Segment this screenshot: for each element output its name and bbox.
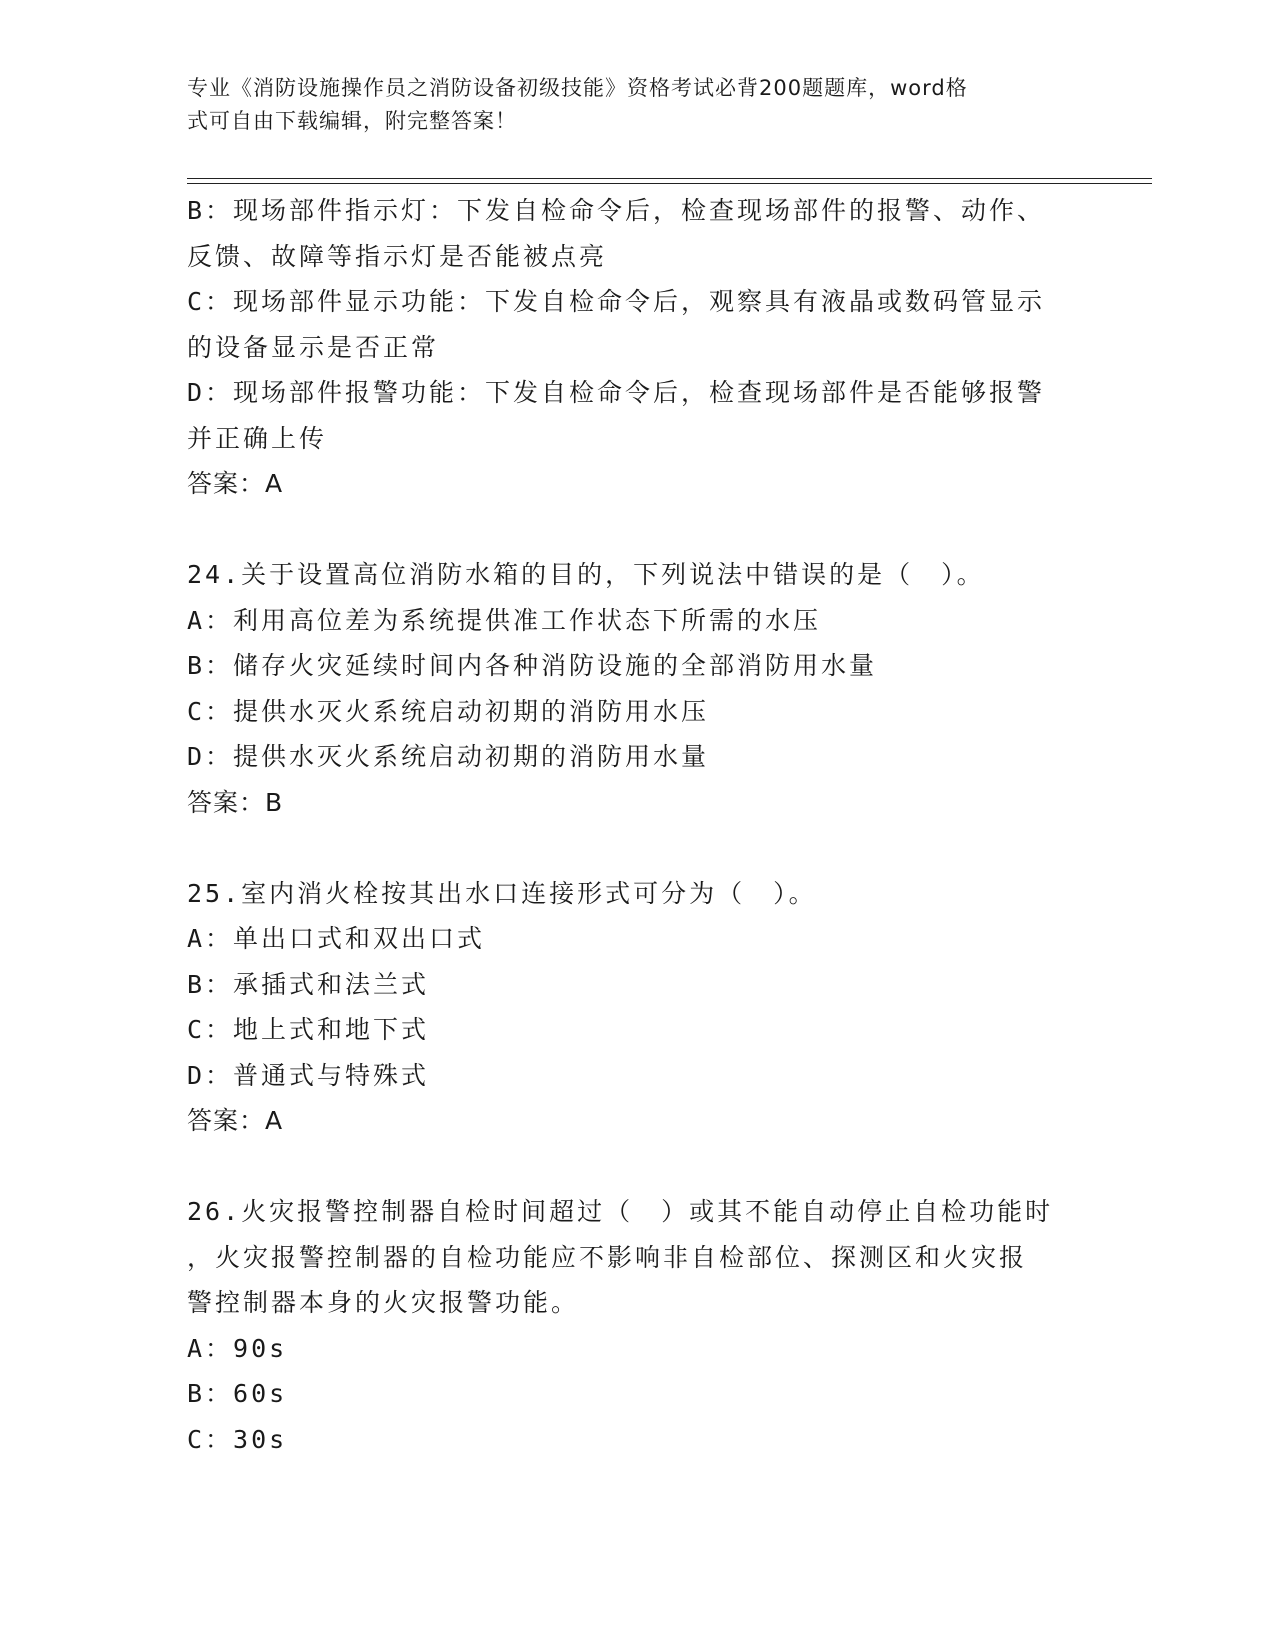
header-line-1: 专业《消防设施操作员之消防设备初级技能》资格考试必背200题题库，word格 bbox=[187, 76, 968, 100]
header-divider-top bbox=[187, 178, 1152, 179]
answer-line: 答案：B bbox=[187, 787, 284, 817]
option-b-line-2: 反馈、故障等指示灯是否能被点亮 bbox=[187, 241, 608, 271]
answer-line: 答案：A bbox=[187, 469, 284, 498]
option-d: D：普通式与特殊式 bbox=[187, 1060, 430, 1090]
option-b: B：储存火灾延续时间内各种消防设施的全部消防用水量 bbox=[187, 651, 878, 680]
continuation-block bbox=[187, 188, 1087, 507]
spacer bbox=[187, 1144, 1087, 1190]
option-d-line-2: 并正确上传 bbox=[187, 423, 328, 453]
option-a: A：90s bbox=[187, 1333, 288, 1363]
option-a: A：单出口式和双出口式 bbox=[187, 924, 486, 953]
option-c-line-1: C：现场部件显示功能：下发自检命令后，观察具有液晶或数码管显示 bbox=[187, 287, 1046, 316]
header-divider-bottom bbox=[187, 183, 1152, 184]
answer-line: 答案：A bbox=[187, 1106, 284, 1135]
question-text-line-1: 26.火灾报警控制器自检时间超过（ ）或其不能自动停止自检功能时 bbox=[187, 1197, 1054, 1226]
spacer bbox=[187, 507, 1087, 553]
question-content bbox=[187, 188, 1087, 1462]
question-text: 24.关于设置高位消防水箱的目的，下列说法中错误的是（ ）。 bbox=[187, 560, 985, 589]
spacer bbox=[187, 825, 1087, 871]
question-26 bbox=[187, 1189, 1087, 1462]
question-text-line-3: 警控制器本身的火灾报警功能。 bbox=[187, 1288, 580, 1317]
option-c: C：地上式和地下式 bbox=[187, 1015, 430, 1044]
option-b-line-1: B：现场部件指示灯：下发自检命令后，检查现场部件的报警、动作、 bbox=[187, 196, 1046, 225]
option-c: C：提供水灭火系统启动初期的消防用水压 bbox=[187, 696, 710, 726]
option-c-line-2: 的设备显示是否正常 bbox=[187, 332, 440, 362]
question-text-line-2: ，火灾报警控制器的自检功能应不影响非自检部位、探测区和火灾报 bbox=[187, 1242, 1028, 1272]
option-b: B：承插式和法兰式 bbox=[187, 969, 430, 999]
header-line-2: 式可自由下载编辑，附完整答案！ bbox=[187, 109, 517, 133]
option-a: A：利用高位差为系统提供准工作状态下所需的水压 bbox=[187, 605, 822, 635]
option-d: D：提供水灭火系统启动初期的消防用水量 bbox=[187, 742, 710, 771]
question-text: 25.室内消火栓按其出水口连接形式可分为（ ）。 bbox=[187, 878, 817, 908]
option-b: B：60s bbox=[187, 1379, 288, 1408]
document-header bbox=[187, 72, 1087, 138]
option-d-line-1: D：现场部件报警功能：下发自检命令后，检查现场部件是否能够报警 bbox=[187, 378, 1046, 407]
question-24 bbox=[187, 552, 1087, 825]
question-25 bbox=[187, 871, 1087, 1144]
option-c: C：30s bbox=[187, 1424, 288, 1454]
